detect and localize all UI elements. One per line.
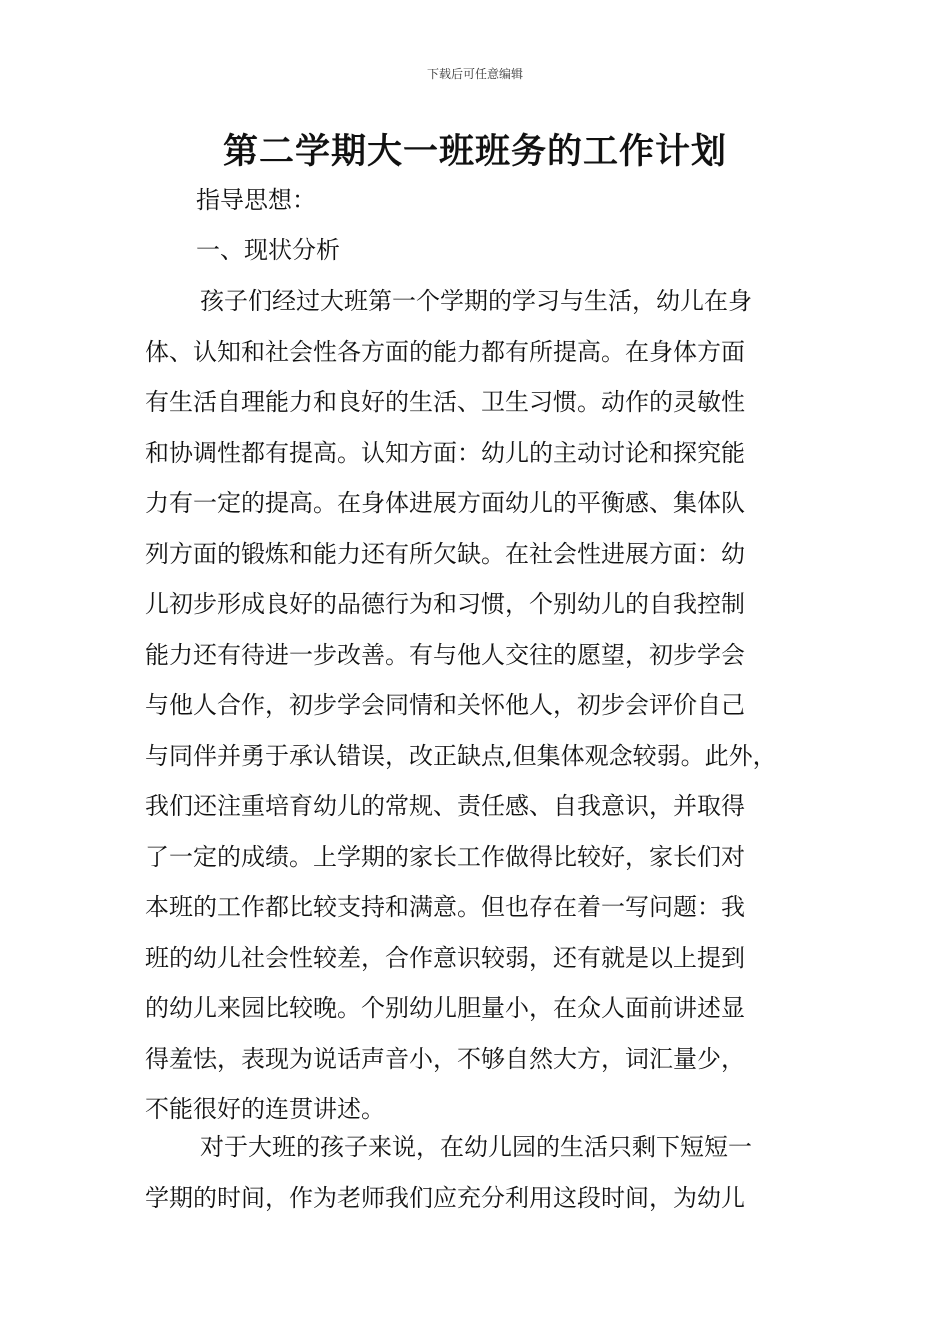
paragraph-line: 体、认知和社会性各方面的能力都有所提高。在身体方面 — [145, 337, 745, 366]
paragraph-big-class-intro — [145, 1122, 810, 1223]
paragraph-line: 儿初步形成良好的品德行为和习惯，个别幼儿的自我控制 — [145, 590, 745, 618]
paragraph-line: 不能很好的连贯讲述。 — [145, 1095, 385, 1123]
heading-guiding-thought: 指导思想： — [196, 186, 316, 214]
paragraph-line: 与同伴并勇于承认错误，改正缺点,但集体观念较弱。此外， — [145, 741, 777, 770]
paragraph-line: 了一定的成绩。上学期的家长工作做得比较好，家长们对 — [145, 842, 745, 871]
paragraph-current-analysis — [145, 276, 810, 1135]
paragraph-line: 列方面的锻炼和能力还有所欠缺。在社会性进展方面：幼 — [145, 539, 745, 568]
paragraph-line: 力有一定的提高。在身体进展方面幼儿的平衡感、集体队 — [145, 489, 745, 517]
paragraph-line: 本班的工作都比较支持和满意。但也存在着一写问题：我 — [145, 893, 745, 921]
paragraph-line: 能力还有待进一步改善。有与他人交往的愿望，初步学会 — [145, 640, 745, 669]
paragraph-line: 与他人合作，初步学会同情和关怀他人，初步会评价自己 — [145, 691, 745, 719]
paragraph-line: 我们还注重培育幼儿的常规、责任感、自我意识，并取得 — [145, 792, 745, 820]
paragraph-line: 对于大班的孩子来说，在幼儿园的生活只剩下短短一 — [200, 1133, 752, 1161]
header-note: 下载后可任意编辑 — [426, 67, 523, 81]
paragraph-line: 学期的时间，作为老师我们应充分利用这段时间，为幼儿 — [145, 1183, 745, 1212]
heading-section-1: 一、现状分析 — [196, 236, 340, 264]
paragraph-line: 有生活自理能力和良好的生活、卫生习惯。动作的灵敏性 — [145, 388, 745, 416]
paragraph-line: 的幼儿来园比较晚。个别幼儿胆量小，在众人面前讲述显 — [145, 994, 745, 1022]
paragraph-line: 班的幼儿社会性较差，合作意识较弱，还有就是以上提到 — [145, 943, 745, 972]
paragraph-line: 孩子们经过大班第一个学期的学习与生活，幼儿在身 — [200, 287, 752, 315]
document-title: 第二学期大一班班务的工作计划 — [222, 132, 727, 172]
paragraph-line: 得羞怯，表现为说话声音小，不够自然大方，词汇量少， — [145, 1044, 745, 1073]
paragraph-line: 和协调性都有提高。认知方面：幼儿的主动讨论和探究能 — [145, 438, 745, 467]
